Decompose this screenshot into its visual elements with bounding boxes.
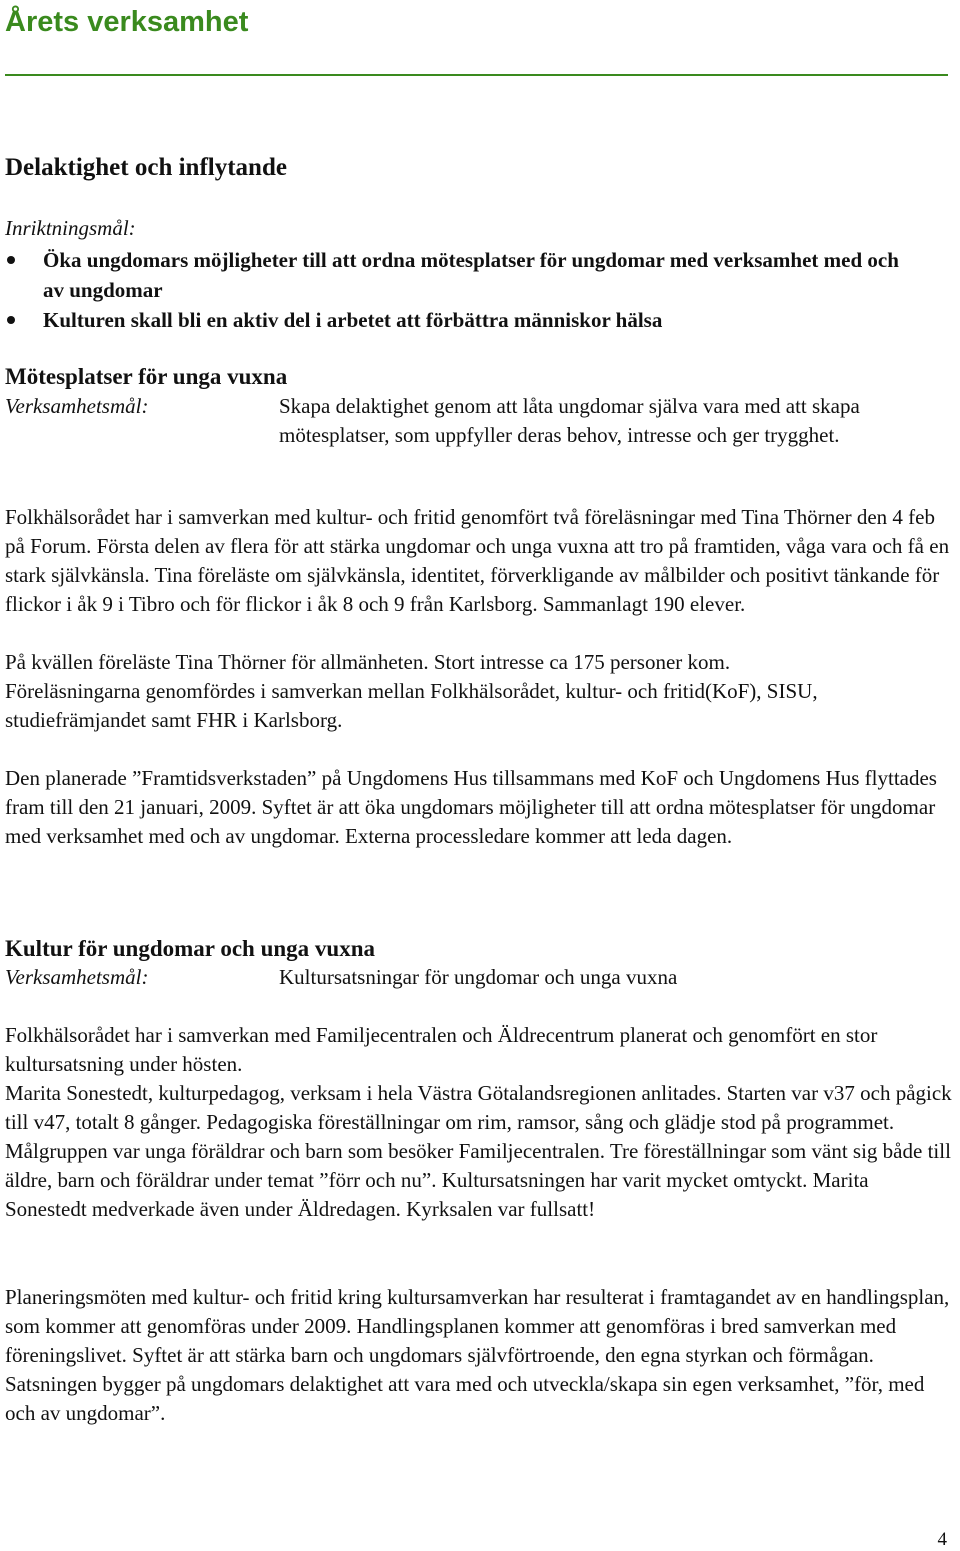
list-item [5,245,905,305]
direction-goals-label: Inriktningsmål: [5,216,136,240]
bullet-icon [7,316,15,324]
paragraph-marita: Marita Sonestedt, kulturpedagog, verksam i hela Västra Götalandsregionen anlitades. Starten var v37 och pågick till v47, totalt 8 gånger. Pedagogiska föreställningar om rim, ramsor, sång och glädje stod på programmet. Målgruppen var unga föräldrar och barn som besöker Familjecentralen. Tre föreställningar som vänt sig både till äldre, barn och föräldrar under temat ”förr och nu”. Kultursatsningen har varit mycket omtyckt. Marita Sonestedt medverkade även under Äldredagen. Kyrksalen var fullsatt! [5,1081,952,1221]
goal-label: Verksamhetsmål: [5,394,149,418]
paragraph-samverkan: Föreläsningarna genomfördes i samverkan mellan Folkhälsorådet, kultur- och fritid(KoF), SISU, studiefrämjandet samt FHR i Karlsborg. [5,679,818,732]
goal-label: Verksamhetsmål: [5,965,149,989]
goal-text: Kultursatsningar för ungdomar och unga vuxna [279,965,678,989]
list-item [5,305,905,335]
section-heading-delaktighet: Delaktighet och inflytande [5,154,287,181]
list-item-text: Öka ungdomars möjligheter till att ordna mötesplatser för ungdomar med verksamhet med och av ungdomar [43,248,899,302]
title-underline [5,74,948,76]
bullet-icon [7,256,15,264]
page-number: 4 [937,1529,947,1550]
subsection-heading-motesplatser: Mötesplatser för unga vuxna [5,364,288,389]
goal-text: Skapa delaktighet genom att låta ungdomar själva vara med att skapa mötesplatser, som uppfyller deras behov, intresse och ger trygghet. [279,394,860,447]
paragraph-familjecentralen: Folkhälsorådet har i samverkan med Familjecentralen och Äldrecentrum planerat och genomfört en stor kultursatsning under hösten. [5,1023,878,1076]
paragraph-forelasningar: Folkhälsorådet har i samverkan med kultur- och fritid genomfört två föreläsningar med Tina Thörner den 4 feb på Forum. Första delen av flera för att stärka ungdomar och unga vuxna att tro på framtiden, våga vara och få en stark självkänsla. Tina föreläste om självkänsla, identitet, förverkligande av målbilder och positivt tänkande för flickor i åk 9 i Tibro och för flickor i åk 8 och 9 från Karlsborg. Sammanlagt 190 elever. [5,505,950,616]
direction-goals-list [5,245,905,335]
paragraph-kvallen: På kvällen föreläste Tina Thörner för allmänheten. Stort intresse ca 175 personer kom. [5,650,731,674]
subsection-heading-kultur: Kultur för ungdomar och unga vuxna [5,936,376,961]
page-title: Årets verksamhet [5,6,249,38]
paragraph-planeringsmoten: Planeringsmöten med kultur- och fritid kring kultursamverkan har resulterat i framtagandet av en handlingsplan, som kommer att genomföras under 2009. Handlingsplanen kommer att genomföras i bred samverkan med föreningslivet. Syftet är att stärka barn och ungdomars självförtroende, den egna styrkan och förmågan. Satsningen bygger på ungdomars delaktighet att vara med och utveckla/skapa sin egen verksamhet, ”för, med och av ungdomar”. [5,1285,950,1425]
list-item-text: Kulturen skall bli en aktiv del i arbetet att förbättra människor hälsa [43,308,663,332]
paragraph-framtidsverkstaden: Den planerade ”Framtidsverkstaden” på Ungdomens Hus tillsammans med KoF och Ungdomens Hus flyttades fram till den 21 januari, 2009. Syftet är att öka ungdomars möjligheter till att ordna mötesplatser för ungdomar med verksamhet med och av ungdomar. Externa processledare kommer att leda dagen. [5,766,937,848]
